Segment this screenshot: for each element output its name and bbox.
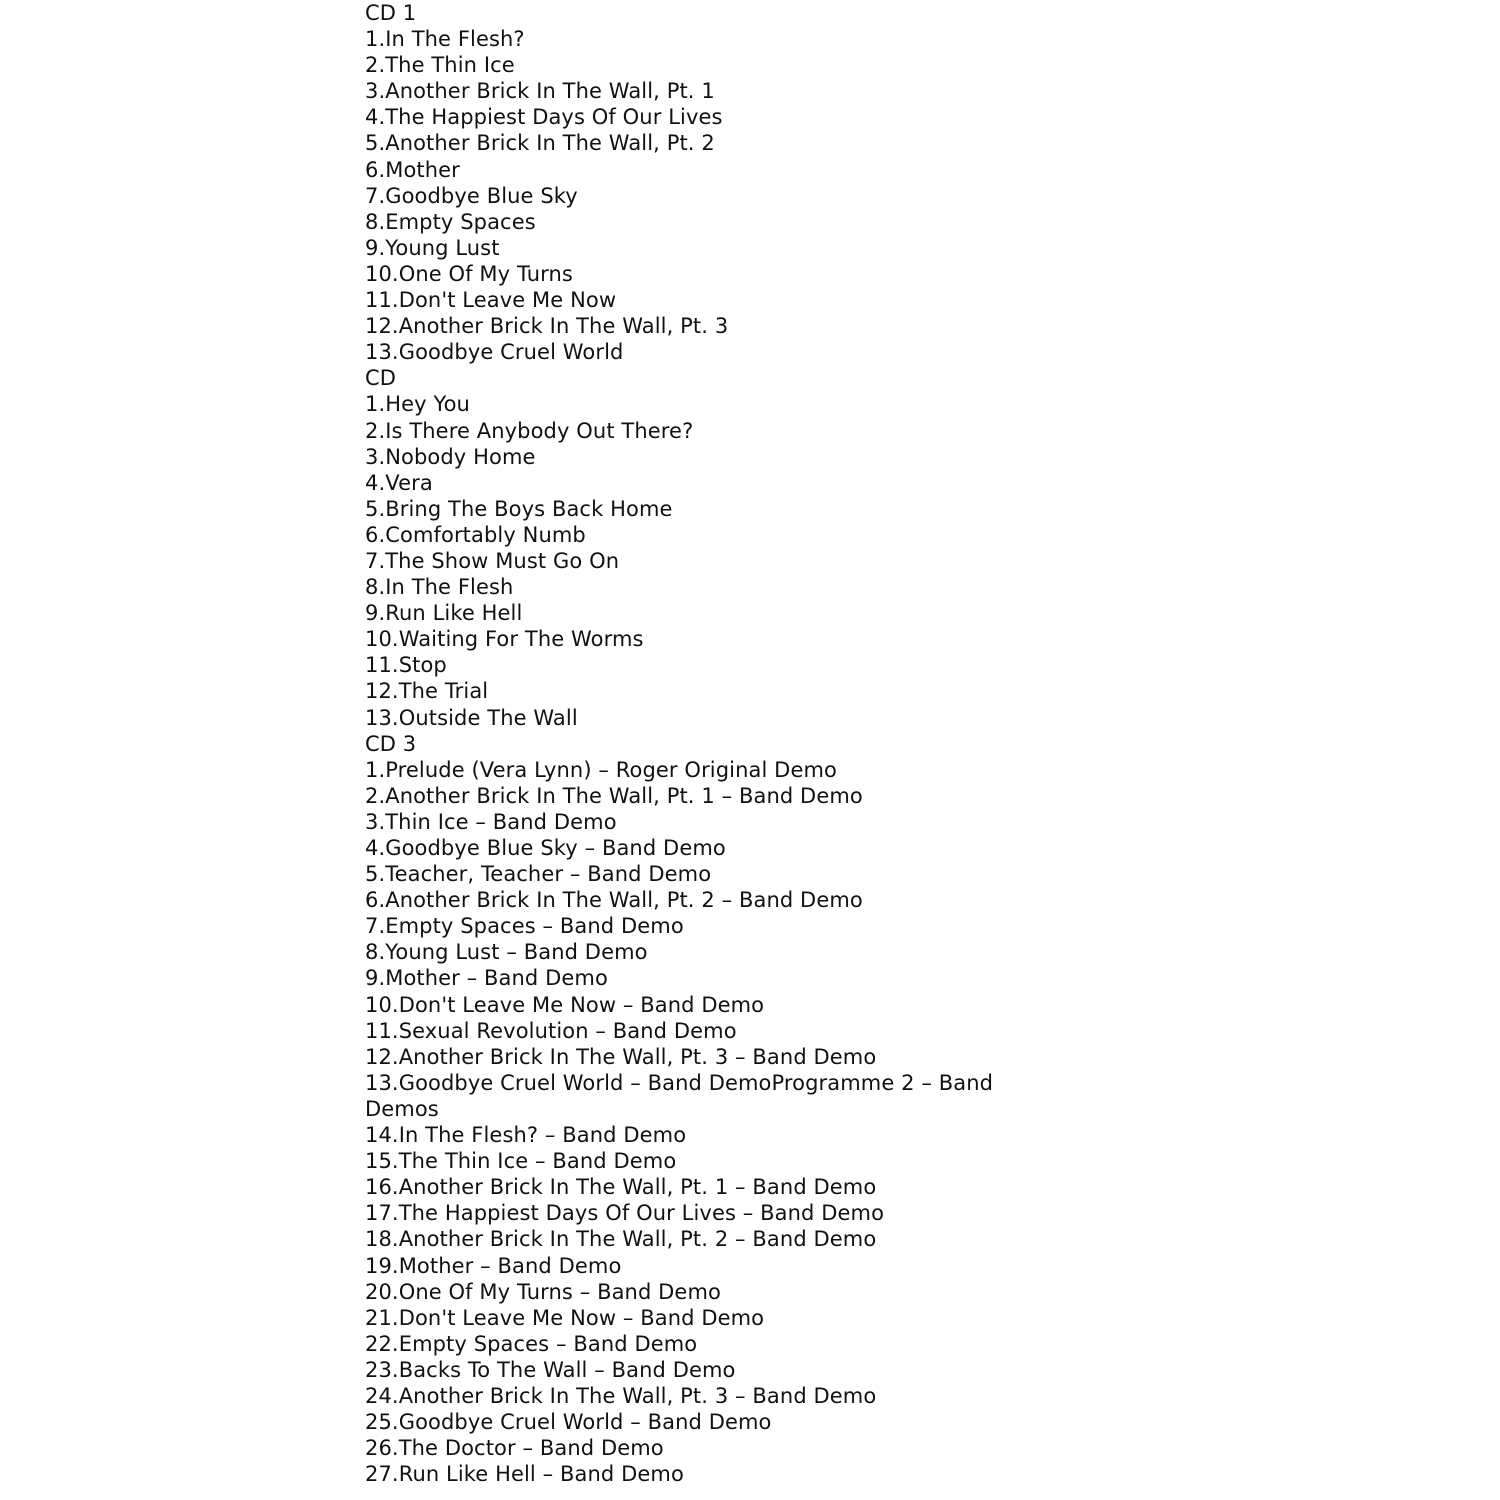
- track-item: 1.Hey You: [365, 392, 470, 417]
- track-item: 23.Backs To The Wall – Band Demo: [365, 1357, 736, 1382]
- track-item: 19.Mother – Band Demo: [365, 1253, 622, 1278]
- track-item: 21.Don't Leave Me Now – Band Demo: [365, 1305, 765, 1330]
- track-item: 11.Don't Leave Me Now: [365, 288, 617, 313]
- track-item: 5.Bring The Boys Back Home: [365, 496, 673, 521]
- track-item: 12.Another Brick In The Wall, Pt. 3: [365, 314, 729, 339]
- track-item: 7.Empty Spaces – Band Demo: [365, 914, 684, 939]
- track-item: 6.Comfortably Numb: [365, 522, 586, 547]
- track-item: 9.Young Lust: [365, 235, 500, 260]
- track-item: 17.The Happiest Days Of Our Lives – Band Demo: [365, 1201, 885, 1226]
- track-item: 3.Another Brick In The Wall, Pt. 1: [365, 79, 715, 104]
- track-item: 4.Vera: [365, 470, 433, 495]
- track-item: 8.Empty Spaces: [365, 209, 536, 234]
- track-item: 1.Prelude (Vera Lynn) – Roger Original Demo: [365, 757, 837, 782]
- track-item: 3.Thin Ice – Band Demo: [365, 809, 617, 834]
- track-item: 8.Young Lust – Band Demo: [365, 940, 648, 965]
- track-item: 10.Waiting For The Worms: [365, 627, 644, 652]
- track-item: 18.Another Brick In The Wall, Pt. 2 – Band Demo: [365, 1227, 877, 1252]
- track-item: 4.The Happiest Days Of Our Lives: [365, 105, 723, 130]
- track-item: 6.Mother: [365, 157, 460, 182]
- track-item: 4.Goodbye Blue Sky – Band Demo: [365, 836, 726, 860]
- track-item: 15.The Thin Ice – Band Demo: [365, 1149, 677, 1174]
- track-item: 20.One Of My Turns – Band Demo: [365, 1279, 721, 1304]
- disc-heading: CD: [365, 366, 397, 391]
- track-item: 14.In The Flesh? – Band Demo: [365, 1123, 687, 1148]
- track-item: 12.The Trial: [365, 679, 489, 704]
- track-item: 7.The Show Must Go On: [365, 548, 620, 573]
- track-item: 9.Mother – Band Demo: [365, 966, 608, 991]
- track-item: 3.Nobody Home: [365, 444, 536, 469]
- track-item: 10.Don't Leave Me Now – Band Demo: [365, 992, 765, 1017]
- track-item: 8.In The Flesh: [365, 575, 514, 600]
- track-item: 6.Another Brick In The Wall, Pt. 2 – Band Demo: [365, 888, 863, 913]
- track-item: 2.The Thin Ice: [365, 53, 515, 78]
- track-item: 5.Another Brick In The Wall, Pt. 2: [365, 131, 715, 156]
- track-item: 12.Another Brick In The Wall, Pt. 3 – Band Demo: [365, 1044, 877, 1069]
- track-item: 13.Outside The Wall: [365, 705, 578, 730]
- track-item: 25.Goodbye Cruel World – Band Demo: [365, 1410, 772, 1435]
- track-item: 5.Teacher, Teacher – Band Demo: [365, 862, 712, 887]
- track-item: 13.Goodbye Cruel World – Band DemoProgramme 2 – Band Demos: [365, 1070, 994, 1121]
- track-item: 1.In The Flesh?: [365, 27, 525, 52]
- track-item: 16.Another Brick In The Wall, Pt. 1 – Band Demo: [365, 1175, 877, 1200]
- track-item: 22.Empty Spaces – Band Demo: [365, 1331, 698, 1356]
- track-item: 13.Goodbye Cruel World: [365, 340, 624, 365]
- disc-heading: CD 3: [365, 731, 417, 756]
- track-item: 9.Run Like Hell: [365, 601, 523, 626]
- track-item: 7.Goodbye Blue Sky: [365, 183, 578, 208]
- track-item: 11.Sexual Revolution – Band Demo: [365, 1018, 737, 1043]
- track-item: 24.Another Brick In The Wall, Pt. 3 – Band Demo: [365, 1383, 877, 1408]
- track-item: 11.Stop: [365, 653, 447, 678]
- track-item: 10.One Of My Turns: [365, 261, 573, 286]
- track-item: 2.Another Brick In The Wall, Pt. 1 – Band Demo: [365, 783, 863, 808]
- track-item: 26.The Doctor – Band Demo: [365, 1436, 664, 1461]
- disc-heading: CD 1: [365, 1, 417, 25]
- tracklist: [365, 0, 1025, 1487]
- track-item: 27.Run Like Hell – Band Demo: [365, 1462, 684, 1487]
- track-item: 2.Is There Anybody Out There?: [365, 418, 694, 443]
